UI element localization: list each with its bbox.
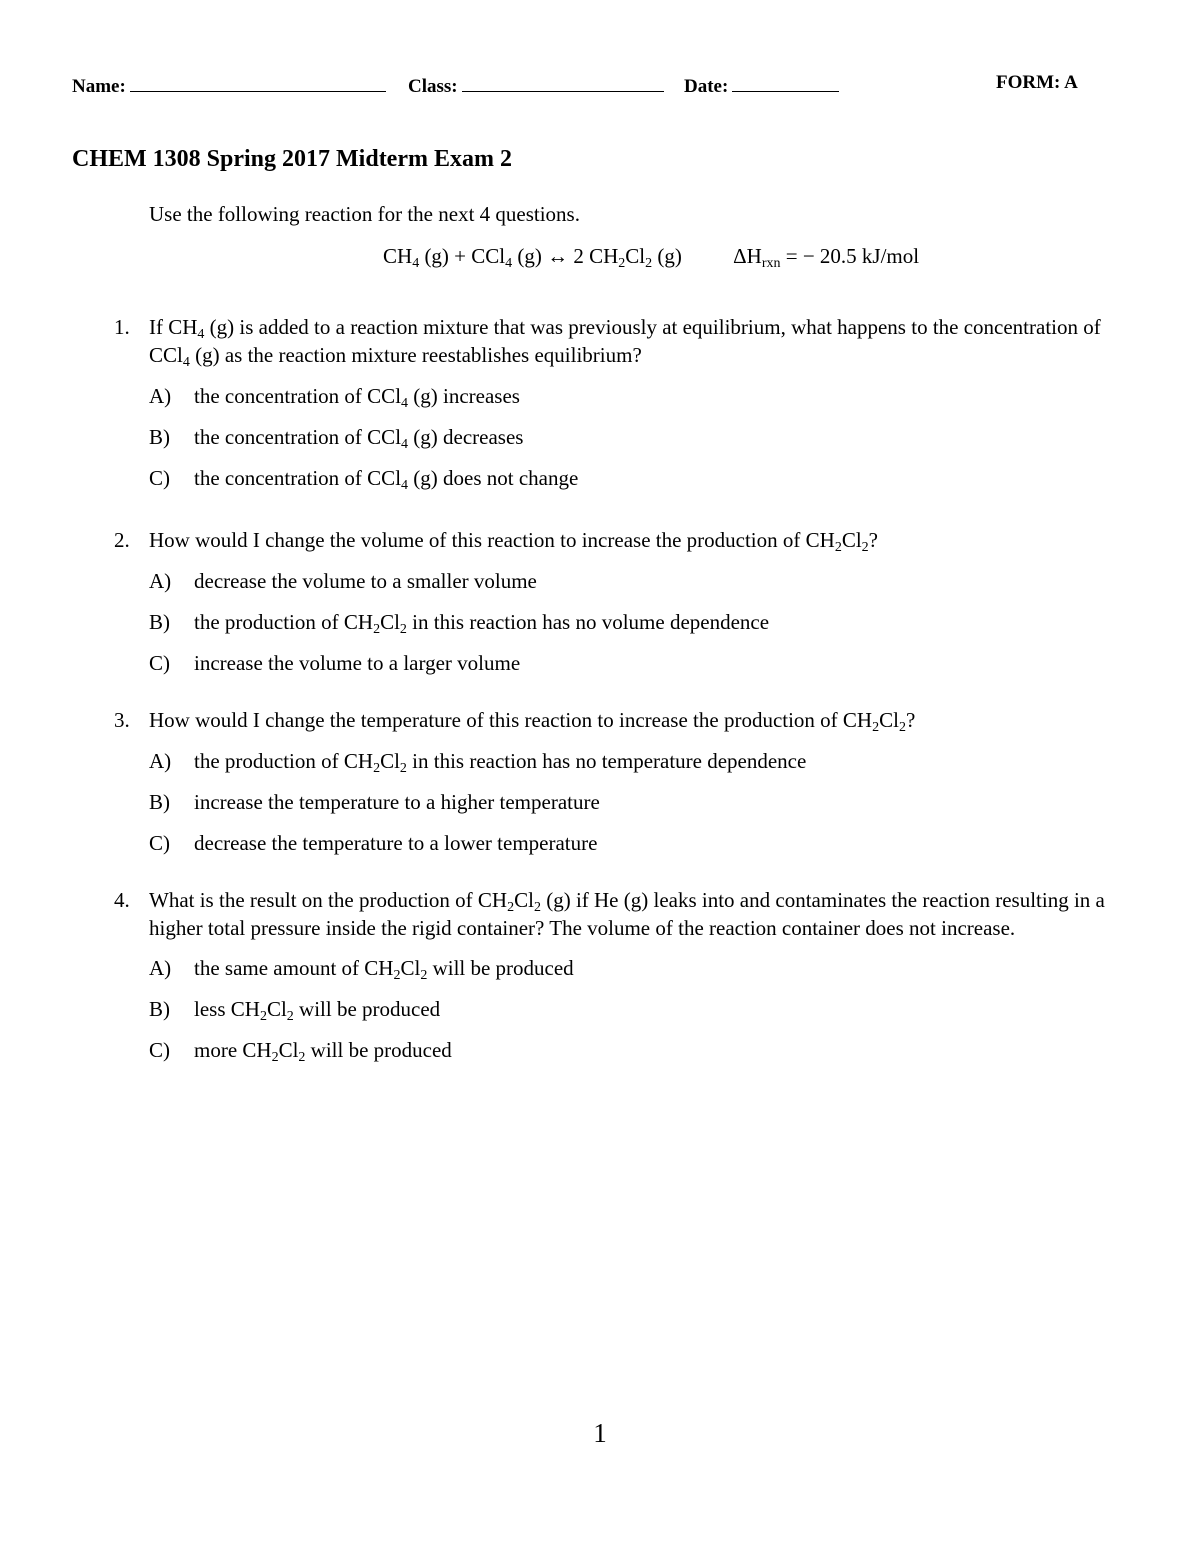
date-label: Date: — [684, 76, 729, 97]
reaction-equation: $CH_4$ (g) + CCl$_4$ (g) ↔ 2 $CH_2Cl_2$ (g) $\Delta H_{rxn}$ = − 20.5 kJ/mol — [383, 244, 920, 271]
exam-title: CHEM 1308 Spring 2017 Midterm Exam 2 — [72, 146, 512, 172]
name-label: Name: — [72, 76, 126, 97]
option-b[interactable]: B) the concentration of CCl$_4$ (g) decreases — [149, 425, 524, 452]
class-field[interactable] — [408, 72, 664, 98]
question-stem: How would I change the temperature of this reaction to increase the production of $CH_2Cl_2$? — [149, 708, 916, 735]
question-4 — [72, 886, 1142, 1077]
date-field[interactable] — [684, 72, 839, 98]
question-stem: If $CH_4$ (g) is added to a reaction mixture that was previously at equilibrium, what happens to the concentration of CCl$_4$ (g) as the reaction mixture reestablishes equilibrium? — [149, 315, 1101, 370]
question-number: 1. — [114, 315, 130, 339]
question-number: 2. — [114, 528, 130, 552]
option-a[interactable]: A) decrease the volume to a smaller volume — [149, 569, 537, 593]
question-stem: How would I change the volume of this reaction to increase the production of $CH_2Cl_2$? — [149, 528, 878, 555]
question-3 — [72, 706, 1142, 870]
option-c[interactable]: C) increase the volume to a larger volume — [149, 651, 521, 675]
option-b[interactable]: B) less $CH_2Cl_2$ will be produced — [149, 997, 441, 1024]
question-number: 3. — [114, 708, 130, 732]
date-blank[interactable] — [732, 72, 839, 92]
option-a[interactable]: A) the same amount of $CH_2Cl_2$ will be produced — [149, 956, 574, 983]
enthalpy-value: $\Delta H_{rxn}$ = − 20.5 kJ/mol — [733, 244, 920, 271]
option-a[interactable]: A) the concentration of CCl$_4$ (g) increases — [149, 384, 520, 411]
question-1 — [72, 313, 1142, 505]
option-c[interactable]: C) the concentration of CCl$_4$ (g) does not change — [149, 466, 579, 493]
intro-text: Use the following reaction for the next 4 questions. — [149, 202, 580, 226]
question-number: 4. — [114, 888, 130, 912]
name-blank[interactable] — [130, 72, 386, 92]
option-a[interactable]: A) the production of $CH_2Cl_2$ in this reaction has no temperature dependence — [149, 749, 807, 776]
exam-header — [72, 72, 1132, 100]
option-b[interactable]: B) increase the temperature to a higher temperature — [149, 790, 600, 814]
class-blank[interactable] — [462, 72, 664, 92]
option-b[interactable]: B) the production of $CH_2Cl_2$ in this reaction has no volume dependence — [149, 610, 770, 637]
class-label: Class: — [408, 76, 458, 97]
form-label: FORM: A — [996, 72, 1078, 93]
question-stem: What is the result on the production of $CH_2Cl_2$ (g) if He (g) leaks into and contaminates the reaction resulting in a higher total pressure inside the rigid container? The volume of the reaction container does not increase. — [149, 888, 1105, 940]
name-field[interactable] — [72, 72, 386, 98]
question-2 — [72, 526, 1142, 690]
option-c[interactable]: C) more $CH_2Cl_2$ will be produced — [149, 1038, 452, 1065]
page-number: 1 — [593, 1418, 607, 1448]
option-c[interactable]: C) decrease the temperature to a lower temperature — [149, 831, 598, 855]
